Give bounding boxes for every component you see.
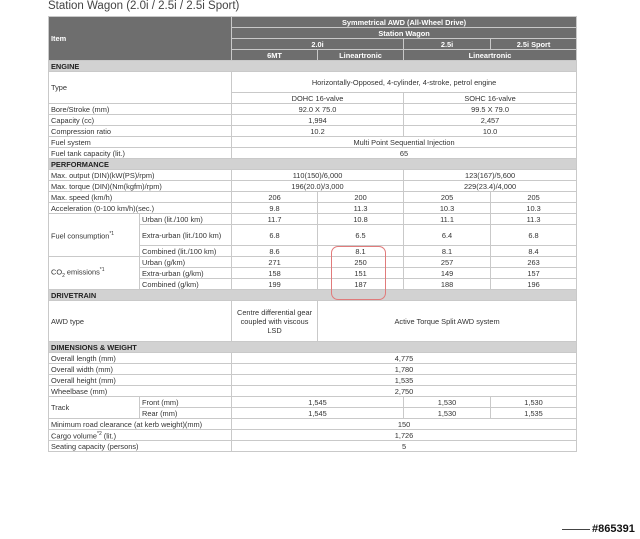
- co2-text: CO: [51, 267, 63, 276]
- cell-value: 1,726: [232, 430, 577, 441]
- footnote-mark: *1: [109, 230, 115, 237]
- row-label: Acceleration (0-100 km/h)(sec.): [49, 203, 232, 214]
- cell-value: 196(20.0)/3,000: [232, 181, 404, 192]
- cell-value: 157: [491, 268, 577, 279]
- highlight-circle: [331, 246, 386, 300]
- fuel-label-text: Fuel consumption: [51, 231, 110, 241]
- footnote-mark: *2: [97, 431, 102, 437]
- cell-value: 205: [491, 192, 577, 203]
- engine-type-value: Horizontally-Opposed, 4-cylinder, 4-stroke, petrol engine: [232, 72, 577, 93]
- row-label: AWD type: [49, 301, 232, 342]
- cell-value: 1,530: [404, 397, 491, 408]
- trans-header: Lineartronic: [318, 50, 404, 61]
- cell-value: 263: [491, 257, 577, 268]
- row-label: Fuel system: [49, 137, 232, 148]
- row-label: Bore/Stroke (mm): [49, 104, 232, 115]
- body-header: Station Wagon: [232, 28, 577, 39]
- row-label: Minimum road clearance (at kerb weight)(mm): [49, 419, 232, 430]
- cell-value: 10.8: [318, 214, 404, 225]
- spec-table: [48, 16, 577, 452]
- cell-value: 65: [232, 148, 577, 159]
- row-label: Max. output (DIN)(kW(PS)/rpm): [49, 170, 232, 181]
- section-heading: ENGINE: [49, 61, 577, 72]
- cell-value: 229(23.4)/4,000: [404, 181, 577, 192]
- model-header: 2.5i: [404, 39, 491, 50]
- page-title: Station Wagon (2.0i / 2.5i / 2.5i Sport): [48, 0, 240, 12]
- cell-value: 10.0: [404, 126, 577, 137]
- row-label: Extra-urban (g/km): [140, 268, 232, 279]
- cell-value: 11.1: [404, 214, 491, 225]
- cell-value: 2,750: [232, 386, 577, 397]
- row-label: Fuel tank capacity (lit.): [49, 148, 232, 159]
- footnote-mark: *1: [99, 266, 105, 273]
- cell-value: 1,530: [404, 408, 491, 419]
- cell-value: 10.3: [491, 203, 577, 214]
- cell-value: 9.8: [232, 203, 318, 214]
- cell-value: 1,545: [232, 408, 404, 419]
- trans-header: Lineartronic: [404, 50, 577, 61]
- row-label: Track: [49, 397, 140, 419]
- cell-value: 257: [404, 257, 491, 268]
- cell-value: 4,775: [232, 353, 577, 364]
- cell-value: 11.3: [318, 203, 404, 214]
- cell-value: Multi Point Sequential Injection: [232, 137, 577, 148]
- row-label: Overall length (mm): [49, 353, 232, 364]
- row-label: Wheelbase (mm): [49, 386, 232, 397]
- cell-value: 199: [232, 279, 318, 290]
- row-label: Seating capacity (persons): [49, 441, 232, 452]
- cell-value: 8.1: [404, 246, 491, 257]
- row-label: Urban (g/km): [140, 257, 232, 268]
- cell-value: 5: [232, 441, 577, 452]
- row-label: Overall height (mm): [49, 375, 232, 386]
- cell-value: 11.7: [232, 214, 318, 225]
- cell-value: 10.2: [232, 126, 404, 137]
- cell-value: 200: [318, 192, 404, 203]
- row-label: Combined (lit./100 km): [140, 246, 232, 257]
- cell-value: 99.5 X 79.0: [404, 104, 577, 115]
- row-label: Rear (mm): [140, 408, 232, 419]
- drive-header: Symmetrical AWD (All-Wheel Drive): [232, 17, 577, 28]
- section-heading: PERFORMANCE: [49, 159, 577, 170]
- cell-value: 2,457: [404, 115, 577, 126]
- cell-value: 1,535: [232, 375, 577, 386]
- fuel-consumption-label: [49, 214, 140, 257]
- valve-value: SOHC 16-valve: [404, 93, 577, 104]
- cell-value: 110(150)/6,000: [232, 170, 404, 181]
- cell-value: 1,780: [232, 364, 577, 375]
- cell-value: 250: [318, 257, 404, 268]
- cell-value: 1,530: [491, 397, 577, 408]
- cell-value: 196: [491, 279, 577, 290]
- awd-cvt-value: Active Torque Split AWD system: [318, 301, 577, 342]
- valve-value: DOHC 16-valve: [232, 93, 404, 104]
- section-heading: DRIVETRAIN: [49, 290, 577, 301]
- cell-value: 8.6: [232, 246, 318, 257]
- cell-value: 150: [232, 419, 577, 430]
- cell-value: 123(167)/5,600: [404, 170, 577, 181]
- awd-mt-value: Centre differential gear coupled with viscous LSD: [232, 301, 318, 342]
- cell-value: 6.8: [232, 225, 318, 246]
- row-label: Urban (lit./100 km): [140, 214, 232, 225]
- cell-value: 188: [404, 279, 491, 290]
- section-heading: DIMENSIONS & WEIGHT: [49, 342, 577, 353]
- row-label: Max. torque (DIN)(Nm(kgfm)/rpm): [49, 181, 232, 192]
- cell-value: 1,994: [232, 115, 404, 126]
- row-label: Compression ratio: [49, 126, 232, 137]
- cell-value: 271: [232, 257, 318, 268]
- cargo-label-text: Cargo volume: [51, 431, 98, 441]
- cell-value: 187: [318, 279, 404, 290]
- cell-value: 6.8: [491, 225, 577, 246]
- cell-value: 1,545: [232, 397, 404, 408]
- row-label: Extra-urban (lit./100 km): [140, 225, 232, 246]
- co2-emissions-label: [49, 257, 140, 290]
- cell-value: 92.0 X 75.0: [232, 104, 404, 115]
- cell-value: 11.3: [491, 214, 577, 225]
- row-label: Combined (g/km): [140, 279, 232, 290]
- cell-value: 6.5: [318, 225, 404, 246]
- cargo-unit: (lit.): [101, 431, 117, 441]
- watermark: #865391: [592, 523, 635, 535]
- model-header: 2.0i: [232, 39, 404, 50]
- co2-rest: emissions: [64, 267, 100, 276]
- co2-subscript: 2: [62, 272, 65, 279]
- row-label: Capacity (cc): [49, 115, 232, 126]
- row-label: Max. speed (km/h): [49, 192, 232, 203]
- cell-value: 6.4: [404, 225, 491, 246]
- cell-value: 8.4: [491, 246, 577, 257]
- cell-value: 149: [404, 268, 491, 279]
- row-label: Type: [49, 72, 232, 104]
- cell-value: 158: [232, 268, 318, 279]
- cell-value: 8.1: [318, 246, 404, 257]
- cell-value: 205: [404, 192, 491, 203]
- row-label: Front (mm): [140, 397, 232, 408]
- item-header: Item: [49, 17, 232, 61]
- cargo-label: [49, 430, 232, 441]
- cell-value: 1,535: [491, 408, 577, 419]
- cell-value: 151: [318, 268, 404, 279]
- cell-value: 10.3: [404, 203, 491, 214]
- trans-header: 6MT: [232, 50, 318, 61]
- row-label: Overall width (mm): [49, 364, 232, 375]
- model-header: 2.5i Sport: [491, 39, 577, 50]
- cell-value: 206: [232, 192, 318, 203]
